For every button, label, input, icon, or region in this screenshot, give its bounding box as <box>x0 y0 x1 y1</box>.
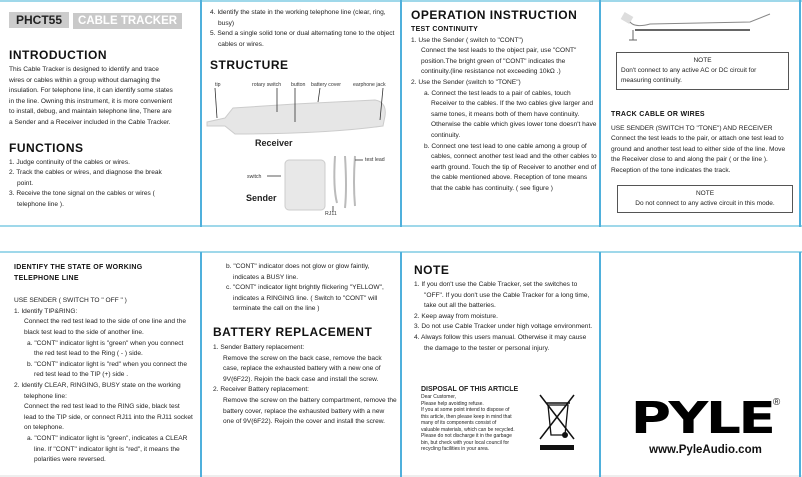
substep: a. "CONT" indicator light is "green", indicates a CLEAR line. If "CONT" indicator light is "red", it means the polarities were reversed. <box>27 434 188 464</box>
substep: b. "CONT" indicator light is "red" when you connect the red test lead to the TIP (+) side . <box>27 360 187 379</box>
label-test-lead: test lead <box>365 157 385 163</box>
label-earphone-jack: earphone jack <box>353 82 386 88</box>
structure-figure <box>205 78 400 223</box>
identify-panel <box>14 263 194 466</box>
label-button: button <box>291 82 306 88</box>
note-panel <box>414 263 596 354</box>
intro-text <box>9 65 197 129</box>
sender-label: Sender <box>246 193 277 203</box>
note-item: 1. If you don't use the Cable Tracker, set the switches to "OFF". If you don't use the Cable Tracker for a long time, take out all the batteries. <box>414 281 590 310</box>
receiver-image <box>205 78 400 223</box>
identify-title: IDENTIFY THE STATE OF WORKING <box>14 264 143 271</box>
brand-url[interactable]: www.PyleAudio.com <box>649 444 762 456</box>
text-line: Please do not discharge it in the garbage <box>421 433 512 439</box>
note-box <box>616 52 789 90</box>
step: 2. Receiver Battery replacement: <box>213 386 310 394</box>
substep: a. Connect the test leads to a pair of cables, touch Receiver to the cables. If the two cables give larger and same tones, it means both of them have continuity. Otherwise the cable which gives lower tone doesn't have continuity. <box>424 89 597 139</box>
text-line: continuity.(line resistance not exceeding 10kΩ .) <box>421 68 561 76</box>
text-line: Remove the screw on the back case, remove the back case, replace the exhausted battery with a new one of 9V(6F22). Rejoin the back case and install the screw. <box>223 354 382 383</box>
step: 2. Use the Sender (switch to "TONE") <box>411 78 521 86</box>
note-title: NOTE <box>414 263 450 277</box>
structure-title: STRUCTURE <box>210 58 289 73</box>
substep: b. "CONT" indicator does not glow or glow faintly, indicates a BUSY line. <box>226 263 370 281</box>
text-line: Please help avoiding refuse. <box>421 400 484 407</box>
function-item: 2. Track the cables or wires, and diagnose the break point. <box>9 169 162 187</box>
text-line: many of its components consist of <box>421 420 497 426</box>
continuity-figure <box>610 8 780 49</box>
function-item: 4. Identify the state in the working telephone line (clear, ring, busy) <box>210 9 386 27</box>
text-line: this article, then please keep in mind that <box>421 413 512 420</box>
wiring-diagram <box>610 8 780 44</box>
divider <box>200 252 202 477</box>
step: 2. Identify CLEAR, RINGING, BUSY state on the working telephone line: <box>14 381 181 400</box>
text-line: recycling facilities in your area. <box>421 446 490 452</box>
note-text: Do not connect to any active circuit in this mode. <box>635 199 775 207</box>
substep: b. Connect one test lead to one cable among a group of cables, connect another test lead and the other cables to earth ground. Touch the tip of Receiver to another end of the cable mentioned above. Reception of tone means that the cable has continuity. ( see figure ) <box>424 142 597 192</box>
track-panel <box>611 52 793 213</box>
function-item: 1. Judge continuity of the cables or wires. <box>9 158 130 166</box>
text-line: insulation. For telephone line, it can identify some states <box>9 87 173 95</box>
disposal-title: DISPOSAL OF THIS ARTICLE <box>421 386 519 393</box>
weee-bin-icon <box>538 393 578 451</box>
operation-title: OPERATION INSTRUCTION <box>411 8 578 22</box>
divider <box>799 0 801 227</box>
text-line: wires or cables within a group without damaging the <box>9 76 161 84</box>
logo-text: PYLE <box>630 393 774 444</box>
functions-title: FUNCTIONS <box>9 140 84 155</box>
product-badge: CABLE TRACKER <box>73 13 182 29</box>
note-title: NOTE <box>693 57 712 64</box>
text-line: Connect the test leads to the object pair, use "CONT" <box>421 47 577 55</box>
title-bar <box>9 12 197 29</box>
registered-mark: ® <box>772 396 781 408</box>
identify-title: TELEPHONE LINE <box>14 274 79 282</box>
structure-panel <box>210 8 396 72</box>
substep: a. "CONT" indicator light is "green" when you connect the red test lead to the Ring ( - ) side. <box>27 339 184 358</box>
note-box <box>617 185 793 213</box>
text-line: in the line. Owning this instrument, it is more convenient <box>9 97 173 105</box>
disposal-section <box>421 386 541 453</box>
model-badge: PHCT55 <box>9 12 69 28</box>
pyle-logo <box>618 393 793 456</box>
note-item: 2. Keep away from moisture. <box>414 312 498 320</box>
track-subtitle: USE SENDER (SWITCH TO "TONE") AND RECEIVER <box>611 124 773 132</box>
step: 1. Sender Battery replacement: <box>213 343 305 351</box>
operation-panel <box>411 8 597 195</box>
divider <box>400 0 402 227</box>
text-line: to install, debug, and maintain telephone line, There are <box>9 108 172 116</box>
note-item: 3. Do not use Cable Tracker under high voltage environment. <box>414 323 593 331</box>
label-switch: switch <box>247 174 262 180</box>
text-line: bin, but check with your local council for <box>421 439 510 446</box>
text-line: Remove the screw on the battery compartment, remove the battery cover, replace the exhausted battery with a new one of 9V(6F22). Rejoin the cover and install the screw. <box>223 396 397 426</box>
label-rotary-switch: rotary switch <box>252 82 282 88</box>
divider <box>400 252 402 477</box>
divider <box>200 0 202 227</box>
text-line: Connect the red test lead to the RING side, black test lead to the TIP side, or connect RJ11 into the RJ11 socket on telephone. <box>24 403 193 432</box>
test-continuity-heading: TEST CONTINUITY <box>411 26 479 33</box>
label-rj11: RJ11 <box>325 211 337 217</box>
battery-title: BATTERY REPLACEMENT <box>213 324 373 339</box>
receiver-label: Receiver <box>255 138 293 148</box>
divider <box>599 0 601 227</box>
text-line: Dear Customer, <box>421 394 457 400</box>
note-item: 4. Always follow this users manual. Otherwise it may cause the damage to the tester or personal injury. <box>414 333 587 352</box>
function-item: 3. Receive the tone signal on the cables or wires ( telephone line ). <box>9 190 155 208</box>
label-battery-cover: battery cover <box>311 82 341 88</box>
track-text: Connect the test leads to the pair, or attach one test lead to ground and another test lead to either side of the line. Move the Receiver close to and along the pair ( or the line ). Reception of the tone indicates the track. <box>611 135 786 174</box>
text-line: a Sender and a Receiver included in the Cable Tracker. <box>9 118 171 126</box>
text-line: If you at some point intend to dispose of <box>421 407 510 413</box>
divider <box>599 252 601 477</box>
function-item: 5. Send a single solid tone or dual alternating tone to the object cables or wires. <box>210 30 395 48</box>
track-title: TRACK CABLE OR WIRES <box>611 111 705 118</box>
text-line: Connect the red test lead to the side of one line and the black test lead to the side of another line. <box>24 318 187 336</box>
step: 1. Use the Sender ( switch to "CONT") <box>411 36 524 44</box>
divider <box>799 252 801 477</box>
note-title: NOTE <box>695 189 715 197</box>
text-line: This Cable Tracker is designed to identify and trace <box>9 66 159 73</box>
text-line: position.The bright green of "CONT" indicates the <box>421 57 566 65</box>
substep: c. "CONT" indicator light brightly flickering "YELLOW", indicates a RINGING line. ( Switch to "CONT" will terminate the call on the line ) <box>226 284 384 313</box>
label-tip: tip <box>215 82 221 88</box>
step: 1. Identify TIP&RING: <box>14 307 78 315</box>
note-text: Don't connect to any active AC or DC circuit for measuring continuity. <box>621 67 757 84</box>
text-line: USE SENDER ( SWITCH TO " OFF " ) <box>14 297 127 305</box>
intro-panel <box>9 12 197 211</box>
intro-title: INTRODUCTION <box>9 48 107 62</box>
battery-panel <box>213 262 397 428</box>
text-line: valuable materials, which can be recycled. <box>421 426 515 433</box>
